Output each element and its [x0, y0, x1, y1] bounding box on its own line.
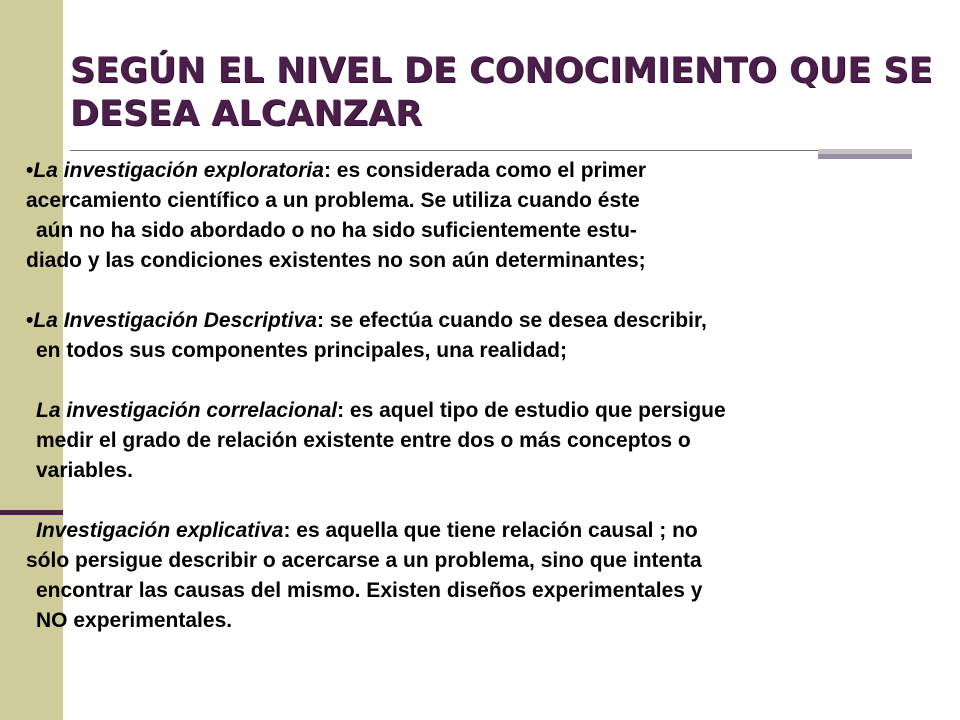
paragraph-gap — [26, 366, 926, 396]
paragraph-exploratoria — [26, 156, 926, 276]
paragraph-line: aún no ha sido abordado o no ha sido suficientemente estu- — [36, 219, 637, 242]
paragraph-line: sólo persigue describir o acercarse a un problema, sino que intenta — [26, 549, 702, 572]
paragraph-line: diado y las condiciones existentes no son aún determinantes; — [26, 249, 646, 272]
slide-body — [26, 156, 926, 636]
paragraph-line: en todos sus componentes principales, una realidad; — [36, 339, 567, 362]
paragraph-line: variables. — [36, 459, 133, 482]
term-exploratoria: La investigación exploratoria — [33, 159, 324, 182]
paragraph-line: acercamiento científico a un problema. Se utiliza cuando éste — [26, 189, 640, 212]
line-text: : es aquella que tiene relación causal ; no — [283, 519, 698, 542]
bullet-icon: • — [26, 309, 34, 332]
title-line-2: DESEA ALCANZAR — [70, 94, 423, 134]
line-text: : es considerada como el primer — [323, 159, 647, 182]
paragraph-line: encontrar las causas del mismo. Existen diseños experimentales y — [36, 579, 703, 602]
term-descriptiva: La Investigación Descriptiva — [33, 309, 317, 332]
term-correlacional: La investigación correlacional — [36, 399, 338, 422]
paragraph-correlacional — [26, 396, 926, 486]
paragraph-line — [26, 306, 926, 336]
line-text: : se efectúa cuando se desea describir, — [316, 309, 707, 332]
line-text: : es aquel tipo de estudio que persigue — [337, 399, 726, 422]
paragraph-line — [26, 156, 926, 186]
paragraph-descriptiva — [26, 306, 926, 366]
paragraph-line: medir el grado de relación existente entre dos o más conceptos o — [36, 429, 691, 452]
paragraph-gap — [26, 276, 926, 306]
bullet-icon: • — [26, 159, 34, 182]
paragraph-line — [36, 516, 926, 546]
paragraph-line: NO experimentales. — [36, 609, 233, 632]
paragraph-explicativa — [26, 516, 926, 636]
paragraph-gap — [26, 486, 926, 516]
paragraph-line — [36, 396, 926, 426]
term-explicativa: Investigación explicativa — [36, 519, 284, 542]
title-line-1: SEGÚN EL NIVEL DE CONOCIMIENTO QUE SE — [70, 51, 933, 91]
slide-title — [70, 50, 933, 136]
title-underline — [70, 150, 912, 151]
